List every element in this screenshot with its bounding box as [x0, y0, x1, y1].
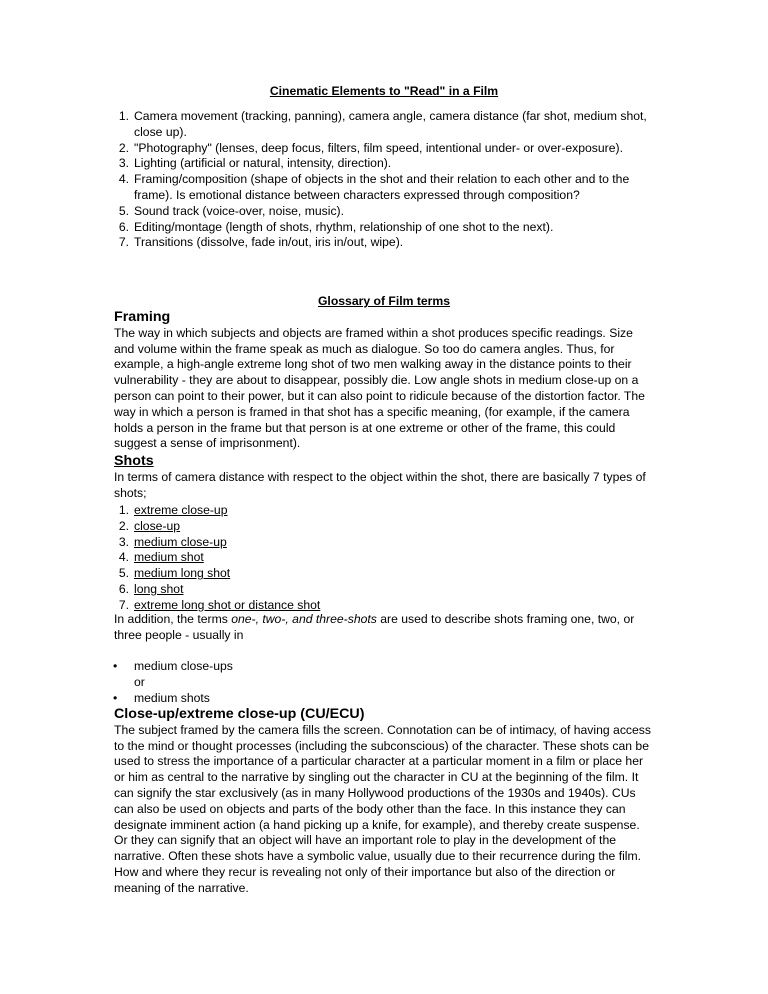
- shot-type-link[interactable]: extreme close-up: [134, 503, 228, 517]
- paragraph-emphasis: one-, two-, and three-shots: [231, 612, 377, 626]
- list-item: [118, 203, 648, 220]
- list-number: 7.: [118, 235, 129, 250]
- list-number: 1.: [118, 109, 129, 123]
- list-number: 4.: [118, 550, 129, 565]
- list-item: [118, 172, 648, 204]
- shot-type-link[interactable]: long shot: [134, 581, 184, 596]
- closeup-paragraph: The subject framed by the camera fills the screen. Connotation can be of intimacy, of having access to the mind or thought processes (including the subconscious) of the character. These shots can be used to stress the importance of a particular character at a particular moment in a film or place her or him as central to the narrative by singling out the character in CU at the beginning of the film. It can signify the star exclusively (as in many Hollywood productions of the 1930s and 1940s). CUs can also be used on objects and parts of the body other than the face. In this instance they can designate imminent action (a hand picking up a knife, for example), and thereby create suspense. Or they can signify that an object will have an important role to play in the development of the narrative. Often these shots have a symbolic value, usually due to their recurrence during the film. How and where they recur is revealing not only of their importance but also of the direction or meaning of the narrative.: [114, 722, 651, 895]
- list-item-text: Sound track (voice-over, noise, music).: [134, 203, 344, 218]
- list-item-text: medium close-ups: [134, 659, 233, 673]
- closeup-section: [114, 707, 654, 897]
- shot-type-link[interactable]: medium long shot: [134, 566, 231, 581]
- glossary-title: Glossary of Film terms: [317, 294, 451, 308]
- paragraph-text: are used to describe shots framing one, two, or three people - usually in: [114, 612, 635, 642]
- shot-framing-bullets: [113, 659, 434, 706]
- list-number: 4.: [118, 172, 129, 187]
- list-item: [113, 659, 434, 675]
- list-item-text: medium shots: [134, 690, 210, 705]
- list-item: [118, 219, 648, 236]
- list-number: 6.: [118, 219, 129, 234]
- list-item: [118, 566, 534, 582]
- list-item: [118, 235, 648, 251]
- document-title: Cinematic Elements to "Read" in a Film: [269, 84, 499, 98]
- shot-type-link[interactable]: medium shot: [134, 550, 204, 565]
- list-number: 7.: [118, 597, 129, 612]
- list-item-text: Transitions (dissolve, fade in/out, iris in/out, wipe).: [134, 235, 404, 250]
- shots-paragraph: In terms of camera distance with respect to the object within the shot, there are basically 7 types of shots;: [114, 469, 646, 500]
- bullet-icon: •: [113, 690, 118, 705]
- cinematic-elements-list: [118, 109, 648, 251]
- list-item: [118, 518, 534, 535]
- list-item: [134, 675, 434, 691]
- list-item-text: Lighting (artificial or natural, intensity, direction).: [134, 156, 392, 171]
- shots-section: [114, 454, 654, 501]
- shots-heading: Shots: [114, 453, 154, 469]
- list-item: [118, 140, 648, 157]
- list-item-text: Editing/montage (length of shots, rhythm, relationship of one shot to the next).: [134, 219, 554, 234]
- list-number: 1.: [118, 503, 129, 517]
- framing-heading: Framing: [114, 309, 171, 325]
- shot-count-paragraph: [114, 612, 654, 644]
- paragraph-text: In addition, the terms: [114, 612, 232, 626]
- list-item: [118, 581, 534, 598]
- framing-section: [114, 310, 654, 452]
- list-item: [118, 109, 648, 141]
- list-item: [113, 690, 434, 707]
- list-number: 5.: [118, 203, 129, 218]
- list-item: [118, 534, 534, 551]
- shot-type-link[interactable]: medium close-up: [134, 534, 227, 549]
- list-number: 3.: [118, 534, 129, 549]
- list-item: [118, 503, 534, 519]
- list-item: [118, 550, 534, 566]
- list-item: [118, 156, 648, 172]
- bullet-icon: •: [113, 659, 118, 673]
- list-item-text: "Photography" (lenses, deep focus, filters, film speed, intentional under- or over-exposure).: [134, 140, 623, 155]
- list-number: 5.: [118, 566, 129, 581]
- list-number: 6.: [118, 581, 129, 596]
- list-number: 2.: [118, 518, 129, 533]
- framing-paragraph: The way in which subjects and objects are framed within a shot produces specific readings. Size and volume within the frame speak as much as dialogue. So too do camera angles. Thus, for example, a high-angle extreme long shot of two men walking away in the distance points to their vulnerability - they are about to disappear, possibly die. Low angle shots in medium close-up on a person can point to their power, but it can also point to ridicule because of the distortion factor. The way in which a person is framed in that shot has a specific meaning, (for example, if the camera holds a person in the frame but that person is at one extreme or other of the frame, this could suggest a sense of imprisonment).: [114, 325, 645, 451]
- shot-types-list: [118, 503, 534, 614]
- list-item-text: Framing/composition (shape of objects in the shot and their relation to each other and to the frame). Is emotional distance between characters expressed through composition?: [134, 172, 630, 202]
- shot-type-link[interactable]: extreme long shot or distance shot: [134, 597, 321, 612]
- list-item-text: Camera movement (tracking, panning), camera angle, camera distance (far shot, medium shot, close up).: [134, 109, 647, 139]
- list-item-text: or: [134, 674, 145, 689]
- closeup-heading: Close-up/extreme close-up (CU/ECU): [114, 706, 365, 722]
- list-number: 2.: [118, 140, 129, 155]
- list-number: 3.: [118, 156, 129, 171]
- shot-type-link[interactable]: close-up: [134, 518, 181, 533]
